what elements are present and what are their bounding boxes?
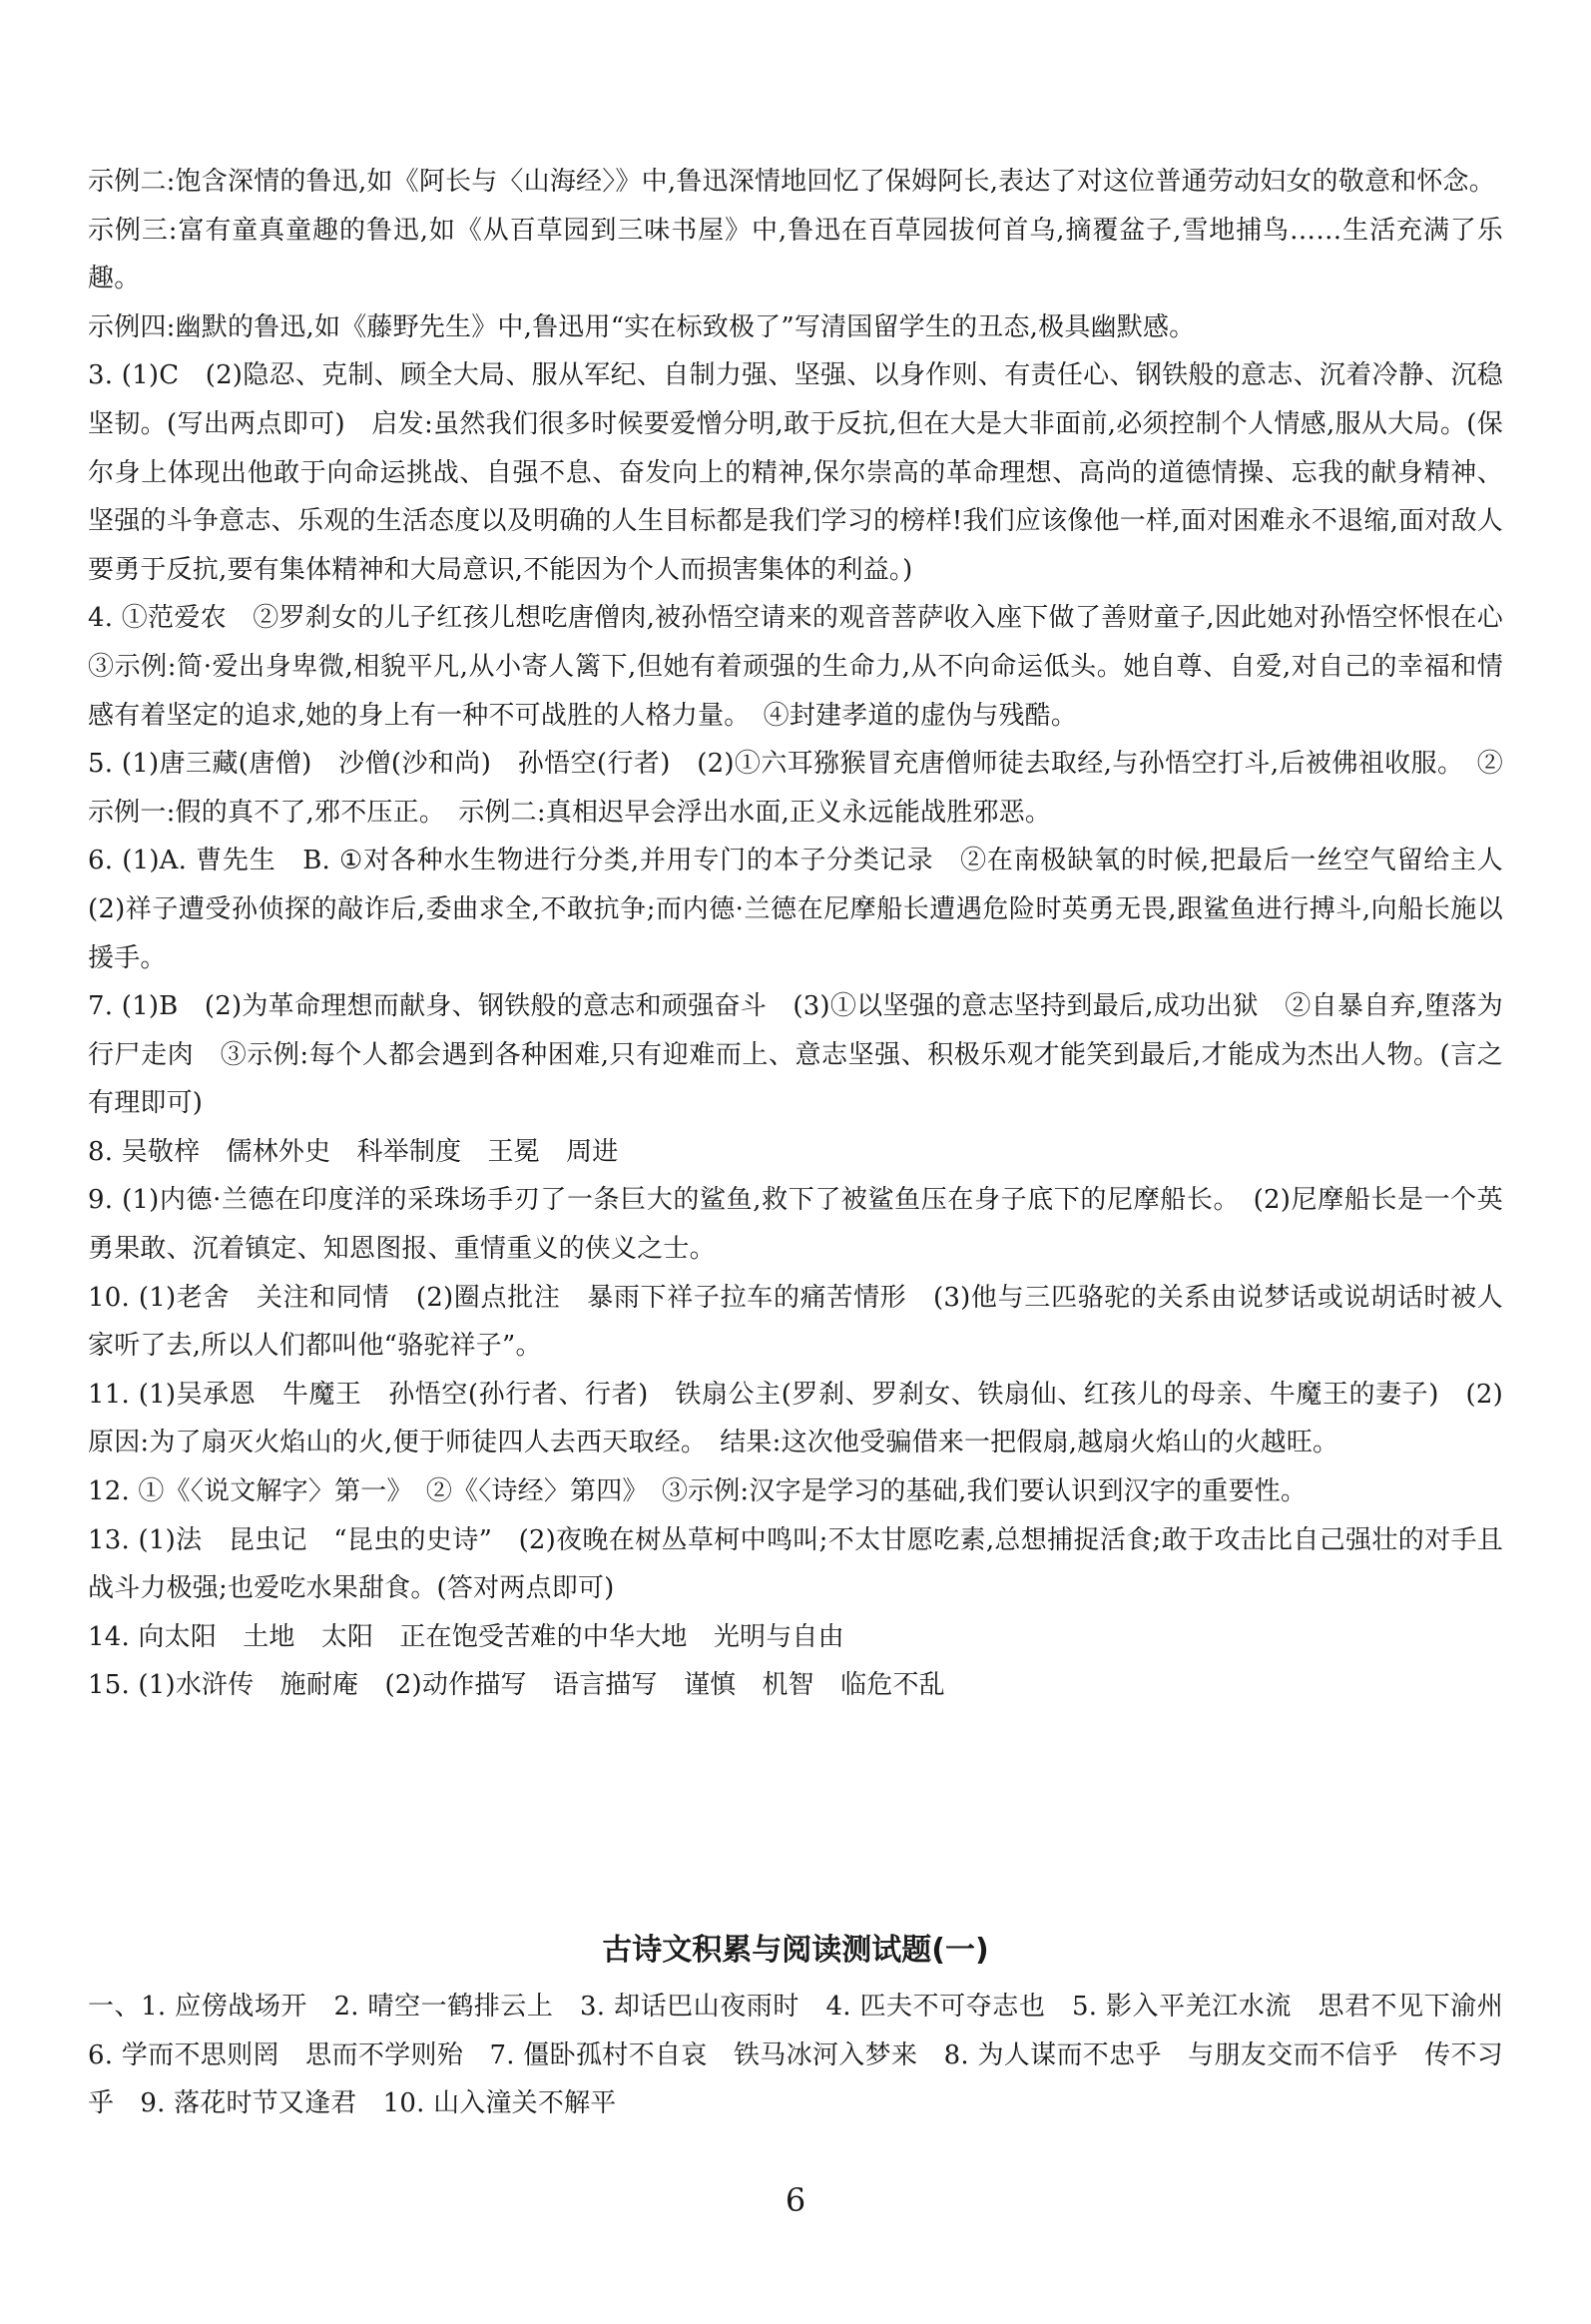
poetry-answers: 一、1. 应傍战场开 2. 晴空一鹤排云上 3. 却话巴山夜雨时 4. 匹夫不可夺志也 5. 影入平羌江水流 思君不见下渝州 6. 学而不思则罔 思而不学则殆 7. 僵卧孤村不自哀 铁马冰河入梦来 8. 为人谋而不忠乎 与朋友交而不信乎 传不习乎 9. 落花时节又逢君 10. 山入潼关不解平 — [88, 1992, 1530, 2119]
page-number: 6 — [785, 2181, 806, 2219]
answer-list — [88, 158, 1530, 1710]
answer-paragraph: 示例二:饱含深情的鲁迅,如《阿长与〈山海经〉》中,鲁迅深情地回忆了保姆阿长,表达了对这位普通劳动妇女的敬意和怀念。 — [88, 167, 1495, 197]
answer-paragraph: 6. (1)A. 曹先生 B. ①对各种水生物进行分类,并用专门的本子分类记录 ②在南极缺氧的时候,把最后一丝空气留给主人 (2)祥子遭受孙侦探的敲诈后,委曲求全,不敢抗争;而内德·兰德在尼摩船长遭遇危险时英勇无畏,跟鲨鱼进行搏斗,向船长施以援手。 — [88, 846, 1530, 973]
answer-paragraph: 4. ①范爱农 ②罗刹女的儿子红孩儿想吃唐僧肉,被孙悟空请来的观音菩萨收入座下做了善财童子,因此她对孙悟空怀恨在心 ③示例:简·爱出身卑微,相貌平凡,从小寄人篱下,但她有着顽强的生命力,从不向命运低头。她自尊、自爱,对自己的幸福和情感有着坚定的追求,她的身上有一种不可战胜的人格力量。 ④封建孝道的虚伪与残酷。 — [88, 603, 1530, 731]
answer-paragraph: 示例三:富有童真童趣的鲁迅,如《从百草园到三味书屋》中,鲁迅在百草园拔何首乌,摘覆盆子,雪地捕鸟……生活充满了乐趣。 — [88, 215, 1503, 294]
answer-paragraph: 7. (1)B (2)为革命理想而献身、钢铁般的意志和顽强奋斗 (3)①以坚强的意志坚持到最后,成功出狱 ②自暴自弃,堕落为行尸走肉 ③示例:每个人都会遇到各种困难,只有迎难而上、意志坚强、积极乐观才能笑到最后,才能成为杰出人物。(言之有理即可) — [88, 991, 1503, 1119]
answer-paragraph: 3. (1)C (2)隐忍、克制、顾全大局、服从军纪、自制力强、坚强、以身作则、有责任心、钢铁般的意志、沉着冷静、沉稳坚韧。(写出两点即可) 启发:虽然我们很多时候要爱憎分明,敢于反抗,但在大是大非面前,必须控制个人情感,服从大局。(保尔身上体现出他敢于向命运挑战、自强不息、奋发向上的精神,保尔崇高的革命理想、高尚的道德情操、忘我的献身精神、坚强的斗争意志、乐观的生活态度以及明确的人生目标都是我们学习的榜样!我们应该像他一样,面对困难永不退缩,面对敌人要勇于反抗,要有集体精神和大局意识,不能因为个人而损害集体的利益。) — [88, 360, 1503, 585]
answer-paragraph: 10. (1)老舍 关注和同情 (2)圈点批注 暴雨下祥子拉车的痛苦情形 (3)他与三匹骆驼的关系由说梦话或说胡话时被人家听了去,所以人们都叫他“骆驼祥子”。 — [88, 1282, 1503, 1362]
section-title: 古诗文积累与阅读测试题(一) — [602, 1933, 989, 1968]
answer-paragraph: 15. (1)水浒传 施耐庵 (2)动作描写 语言描写 谨慎 机智 临危不乱 — [88, 1670, 945, 1701]
answer-paragraph: 13. (1)法 昆虫记 “昆虫的史诗” (2)夜晚在树丛草柯中鸣叫;不太甘愿吃素,总想捕捉活食;敢于攻击比自己强壮的对手且战斗力极强;也爱吃水果甜食。(答对两点即可) — [88, 1524, 1503, 1604]
answer-paragraph: 12. ①《〈说文解字〉第一》 ②《〈诗经〉第四》 ③示例:汉字是学习的基础,我们要认识到汉字的重要性。 — [88, 1476, 1308, 1507]
answer-paragraph: 14. 向太阳 土地 太阳 正在饱受苦难的中华大地 光明与自由 — [88, 1621, 844, 1652]
answer-paragraph: 8. 吴敬梓 儒林外史 科举制度 王冕 周进 — [88, 1136, 619, 1167]
answer-paragraph: 5. (1)唐三藏(唐僧) 沙僧(沙和尚) 孙悟空(行者) (2)①六耳猕猴冒充唐僧师徒去取经,与孙悟空打斗,后被佛祖收服。 ②示例一:假的真不了,邪不压正。 示例二:真相迟早会浮出水面,正义永远能战胜邪恶。 — [88, 749, 1503, 828]
answer-paragraph: 11. (1)吴承恩 牛魔王 孙悟空(孙行者、行者) 铁扇公主(罗刹、罗刹女、铁扇仙、红孩儿的母亲、牛魔王的妻子) (2)原因:为了扇灭火焰山的火,便于师徒四人去西天取经。 结果:这次他受骗借来一把假扇,越扇火焰山的火越旺。 — [88, 1379, 1503, 1458]
answer-paragraph: 9. (1)内德·兰德在印度洋的采珠场手刃了一条巨大的鲨鱼,救下了被鲨鱼压在身子底下的尼摩船长。 (2)尼摩船长是一个英勇果敢、沉着镇定、知恩图报、重情重义的侠义之士。 — [88, 1185, 1503, 1265]
answer-paragraph: 示例四:幽默的鲁迅,如《藤野先生》中,鲁迅用“实在标致极了”写清国留学生的丑态,极具幽默感。 — [88, 311, 1196, 342]
